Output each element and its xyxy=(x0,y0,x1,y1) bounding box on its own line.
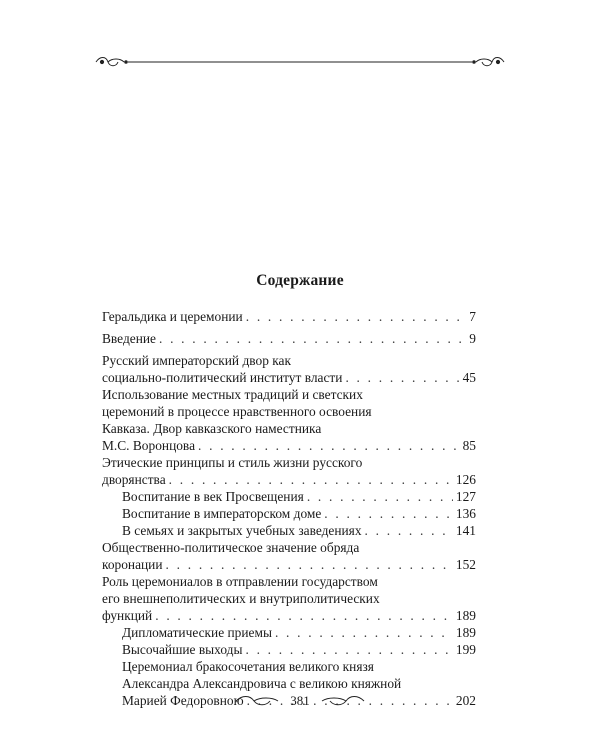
toc-entry-line: Использование местных традиций и светских xyxy=(102,387,363,402)
right-flourish-icon xyxy=(473,58,504,66)
toc-page-number: 126 xyxy=(455,472,476,487)
toc-page-number: 136 xyxy=(455,506,476,521)
toc-entry xyxy=(102,386,476,454)
toc-entry xyxy=(102,522,476,539)
toc-entry-final-line xyxy=(102,330,476,347)
dot-leader xyxy=(246,308,467,325)
dot-leader xyxy=(324,505,453,522)
left-flourish-icon xyxy=(96,58,127,66)
toc-entry-title: Марией Федоровною xyxy=(122,693,244,708)
toc-page-number: 141 xyxy=(455,523,476,538)
page-footer xyxy=(0,692,600,710)
toc-entry-final-line xyxy=(102,607,476,624)
toc-entry xyxy=(102,539,476,573)
toc-entry-final-line xyxy=(102,308,476,325)
dot-leader xyxy=(155,607,453,624)
toc-entry xyxy=(102,505,476,522)
toc-entry xyxy=(102,352,476,386)
table-of-contents xyxy=(102,308,476,709)
toc-page-number: 189 xyxy=(455,608,476,623)
toc-entry-final-line xyxy=(102,437,476,454)
dot-leader xyxy=(275,624,453,641)
toc-entry-line: церемоний в процессе нравственного освоения xyxy=(102,404,372,419)
toc-page-number: 202 xyxy=(455,693,476,708)
toc-entry-final-line xyxy=(102,556,476,573)
toc-entry-line: Роль церемониалов в отправлении государством xyxy=(102,574,378,589)
toc-entry-final-line xyxy=(122,624,476,641)
toc-page-number: 7 xyxy=(469,309,476,324)
toc-page-number: 199 xyxy=(455,642,476,657)
toc-entry-final-line xyxy=(122,505,476,522)
toc-entry-title: Высочайшие выходы xyxy=(122,642,243,657)
toc-entry-title: функций xyxy=(102,608,153,623)
toc-entry-title: Дипломатические приемы xyxy=(122,625,272,640)
toc-entry xyxy=(102,573,476,624)
toc-entry-line: Александра Александровича с великою княжной xyxy=(122,676,402,691)
page-title: Содержание xyxy=(256,272,344,289)
dot-leader xyxy=(345,369,459,386)
dot-leader xyxy=(307,488,453,505)
toc-entry-line: Общественно-политическое значение обряда xyxy=(102,540,360,555)
toc-entry-title: коронации xyxy=(102,557,163,572)
dot-leader xyxy=(198,437,460,454)
toc-entry-line: Церемониал бракосочетания великого князя xyxy=(122,659,374,674)
toc-entry-final-line xyxy=(122,641,476,658)
toc-entry-final-line xyxy=(122,522,476,539)
toc-page-number: 152 xyxy=(455,557,476,572)
page-number: 381 xyxy=(290,693,310,708)
toc-entry-title: Введение xyxy=(102,331,156,346)
toc-entry-final-line xyxy=(102,471,476,488)
dot-leader xyxy=(166,556,453,573)
toc-entry-final-line xyxy=(102,369,476,386)
toc-page-number: 9 xyxy=(469,331,476,346)
toc-entry-line: Кавказа. Двор кавказского наместника xyxy=(102,421,322,436)
toc-entry-final-line xyxy=(122,488,476,505)
toc-entry-title: Воспитание в век Просвещения xyxy=(122,489,304,504)
toc-entry-title: Воспитание в императорском доме xyxy=(122,506,322,521)
header-ornament xyxy=(94,54,506,70)
toc-entry-title: дворянства xyxy=(102,472,166,487)
toc-page-number: 45 xyxy=(462,370,476,385)
toc-entry-line: Этические принципы и стиль жизни русского xyxy=(102,455,363,470)
toc-entry-title: М.С. Воронцова xyxy=(102,438,196,453)
toc-entry xyxy=(102,488,476,505)
dot-leader xyxy=(245,641,452,658)
toc-entry xyxy=(102,308,476,325)
dot-leader xyxy=(159,330,466,347)
toc-entry xyxy=(102,624,476,641)
dot-leader xyxy=(169,471,453,488)
toc-entry-title: Геральдика и церемонии xyxy=(102,309,243,324)
toc-entry-line: Русский императорский двор как xyxy=(102,353,291,368)
toc-page-number: 85 xyxy=(462,438,476,453)
toc-page-number: 127 xyxy=(455,489,476,504)
toc-page-number: 189 xyxy=(455,625,476,640)
toc-entry xyxy=(102,641,476,658)
toc-entry xyxy=(102,454,476,488)
toc-entry-title: В семьях и закрытых учебных заведениях xyxy=(122,523,362,538)
toc-entry-line: его внешнеполитических и внутриполитических xyxy=(102,591,380,606)
toc-entry-title: социально-политический институт власти xyxy=(102,370,343,385)
toc-entry xyxy=(102,330,476,347)
dot-leader xyxy=(365,522,453,539)
